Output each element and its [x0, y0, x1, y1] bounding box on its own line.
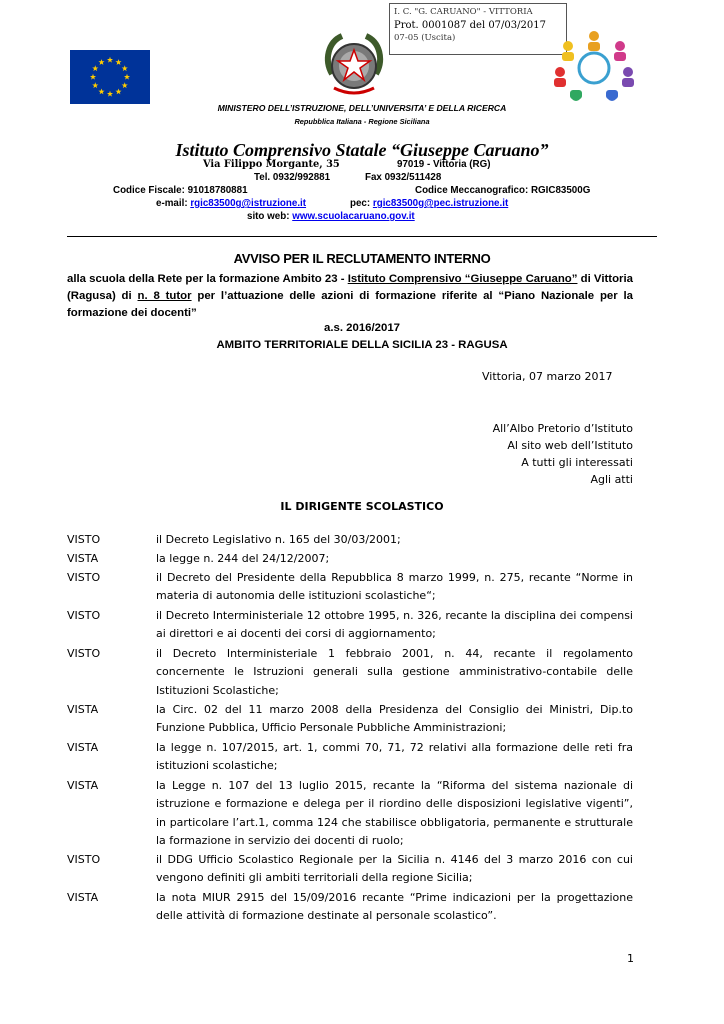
recipient-website: Al sito web dell’Istituto	[507, 439, 633, 452]
website-line	[247, 211, 415, 222]
pec-link[interactable]: rgic83500g@pec.istruzione.it	[372, 198, 509, 209]
eu-flag-icon	[70, 50, 150, 104]
premise-text: il Decreto Interministeriale 1 febbraio 2001, n. 44, recante il regolamento concernente le Istruzioni generali sulla gestione amministrativo-contabile delle Istituzioni Scolastiche;	[156, 647, 633, 697]
stamp-line-school: I. C. "G. CARUANO" - VITTORIA	[394, 7, 533, 17]
stamp-line-direction: 07-05 (Uscita)	[394, 33, 456, 43]
intro-part-1: alla scuola della Rete per la formazione Ambito 23 -	[67, 273, 348, 285]
premise-key: VISTO	[67, 533, 101, 546]
pec-line	[350, 198, 508, 209]
premise-item	[67, 550, 633, 568]
premise-text: il Decreto Legislativo n. 165 del 30/03/2001;	[156, 533, 401, 546]
premise-text: la legge n. 244 del 24/12/2007;	[156, 552, 330, 565]
premise-item	[67, 531, 633, 549]
premise-key: VISTA	[67, 891, 99, 904]
premise-item	[67, 851, 633, 888]
recipient-albo: All’Albo Pretorio d’Istituto	[492, 422, 633, 435]
school-city: 97019 - Vittoria (RG)	[397, 159, 491, 170]
premise-text: la legge n. 107/2015, art. 1, commi 70, 71, 72 relativi alla formazione delle reti fra istituzioni scolastiche;	[156, 741, 633, 773]
email-link[interactable]: rgic83500g@istruzione.it	[190, 198, 307, 209]
premise-key: VISTA	[67, 552, 99, 565]
fiscal-code: Codice Fiscale: 91018780881	[113, 185, 248, 196]
header-divider	[67, 236, 657, 237]
intro-school: Istituto Comprensivo “Giuseppe Caruano”	[347, 273, 578, 285]
premise-key: VISTA	[67, 741, 99, 754]
recipient-interested: A tutti gli interessati	[521, 456, 633, 469]
pec-label: pec:	[350, 198, 371, 209]
website-label: sito web:	[247, 211, 290, 222]
intro-tutor: n. 8 tutor	[137, 290, 192, 302]
premise-text: la nota MIUR 2915 del 15/09/2016 recante “Prime indicazioni per la progettazione delle attività di formazione destinate al personale scolastico”.	[156, 891, 633, 923]
recipient-records: Agli atti	[590, 473, 633, 486]
premise-item	[67, 701, 633, 738]
premise-item	[67, 739, 633, 776]
page-number: 1	[627, 952, 634, 965]
dirigente-heading: IL DIRIGENTE SCOLASTICO	[280, 500, 444, 513]
email-line	[156, 198, 306, 209]
mechanographic-code: Codice Meccanografico: RGIC83500G	[415, 185, 591, 196]
school-fax: Fax 0932/511428	[365, 172, 442, 183]
premise-key: VISTO	[67, 609, 101, 622]
premise-item	[67, 607, 633, 644]
school-name: Istituto Comprensivo Statale “Giuseppe Caruano”	[175, 140, 549, 160]
premise-text: la Circ. 02 del 11 marzo 2008 della Presidenza del Consiglio dei Ministri, Dip.to Funzione Pubblica, Ufficio Personale Pubbliche Amministrazioni;	[156, 703, 633, 735]
notice-intro	[67, 271, 633, 322]
notice-title: AVVISO PER IL RECLUTAMENTO INTERNO	[233, 251, 491, 266]
intro-part-2: di Vittoria (Ragusa) di	[67, 273, 633, 302]
ministry-name: MINISTERO DELL’ISTRUZIONE, DELL’UNIVERSITA’ E DELLA RICERCA	[217, 103, 507, 113]
school-address: Via Filippo Morgante, 35	[203, 159, 340, 170]
region-name: Repubblica Italiana - Regione Siciliana	[294, 117, 430, 126]
recipients	[493, 420, 633, 488]
intro-part-3: per l’attuazione delle azioni di formazione riferite al “Piano Nazionale per la formazione dei docenti”	[67, 290, 633, 319]
premise-key: VISTA	[67, 703, 99, 716]
premise-text: il Decreto Interministeriale 12 ottobre 1995, n. 326, recante la disciplina dei compensi ai direttori e ai docenti dei corsi di aggiornamento;	[156, 609, 633, 641]
protocol-stamp	[389, 3, 567, 55]
premise-item	[67, 645, 633, 700]
premise-key: VISTO	[67, 571, 101, 584]
website-link[interactable]: www.scuolacaruano.gov.it	[292, 211, 415, 222]
premise-item	[67, 569, 633, 606]
premise-key: VISTA	[67, 779, 99, 792]
premise-key: VISTO	[67, 647, 101, 660]
premise-item	[67, 889, 633, 926]
stamp-line-protocol: Prot. 0001087 del 07/03/2017	[394, 20, 546, 31]
school-tel: Tel. 0932/992881	[254, 172, 331, 183]
premise-text: il Decreto del Presidente della Repubblica 8 marzo 1999, n. 275, recante “Norme in materia di autonomia delle istituzioni scolastiche“;	[156, 571, 633, 603]
email-label: e-mail:	[156, 198, 188, 209]
premise-text: il DDG Ufficio Scolastico Regionale per la Sicilia n. 4146 del 3 marzo 2016 con cui vengono definiti gli ambiti territoriali della regione Sicilia;	[156, 853, 633, 885]
premise-key: VISTO	[67, 853, 101, 866]
premise-text: la Legge n. 107 del 13 luglio 2015, recante la “Riforma del sistema nazionale di istruzione e formazione e delega per il riordino delle disposizioni legislative vigenti”, in particolare l’art.1, comma 124 che stabilisce obbligatoria, permanente e strutturale la formazione in servizio dei docenti di ruolo;	[156, 779, 633, 847]
premise-item	[67, 777, 633, 850]
territorial-area: AMBITO TERRITORIALE DELLA SICILIA 23 - RAGUSA	[216, 339, 508, 351]
school-logo-icon	[552, 30, 636, 106]
italian-republic-emblem-icon	[322, 30, 386, 102]
school-year: a.s. 2016/2017	[323, 322, 400, 334]
place-date: Vittoria, 07 marzo 2017	[482, 370, 613, 383]
